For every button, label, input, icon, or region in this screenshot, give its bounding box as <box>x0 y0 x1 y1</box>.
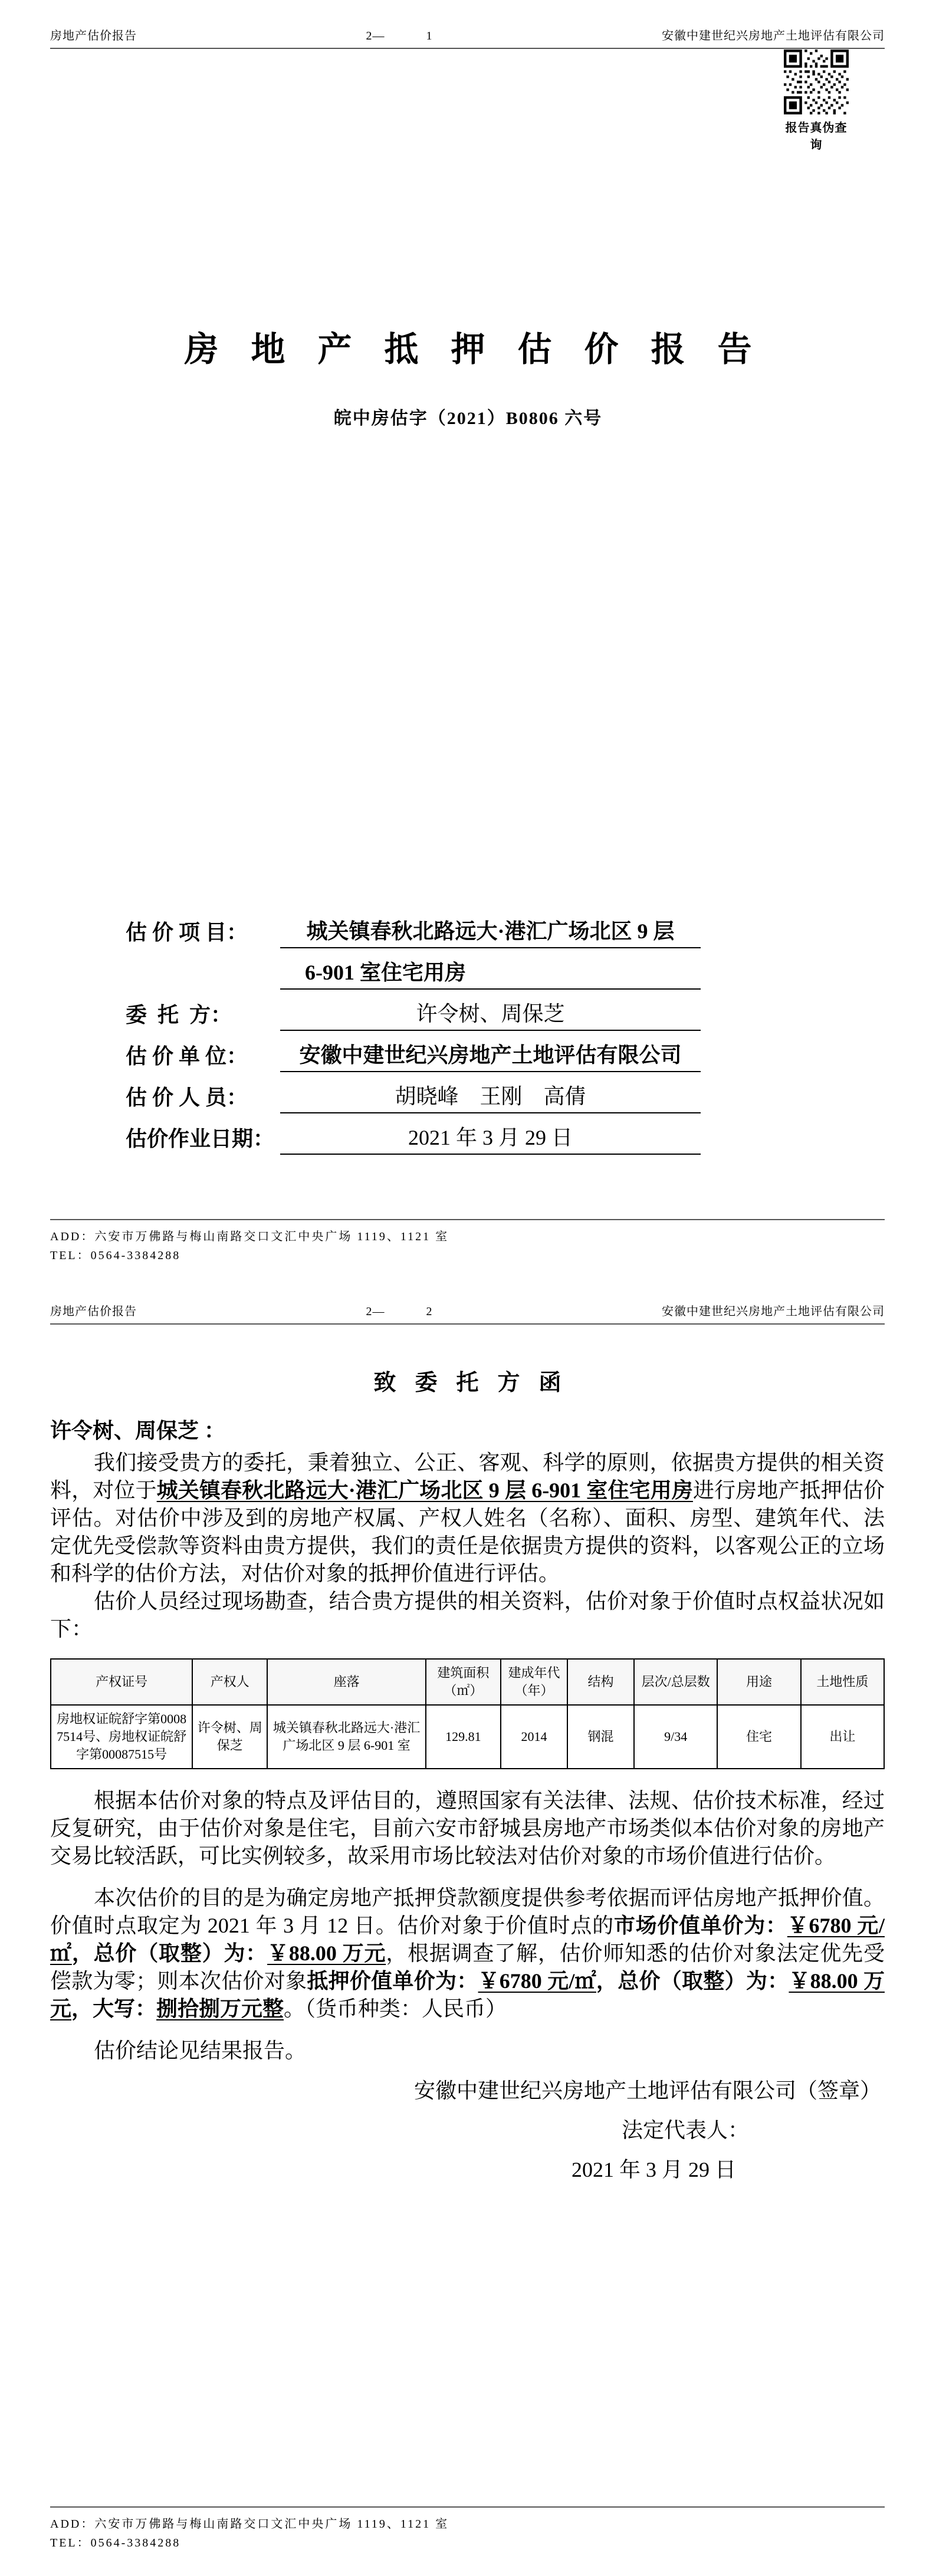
property-table-wrap <box>50 1658 885 1769</box>
form-row-work-date <box>126 1113 701 1155</box>
page-footer <box>50 2506 885 2552</box>
para4-capital-amount: 捌拾捌万元整 <box>156 1997 284 2020</box>
letter-body <box>50 1364 885 2183</box>
para4-capital-label: ，大写： <box>71 1997 157 2020</box>
legal-representative: 法定代表人： <box>621 2118 749 2142</box>
form-label-appraisers: 估 价 人 员： <box>126 1086 248 1109</box>
para1-subject-property: 城关镇春秋北路远大·港汇广场北区 9 层 6-901 室住宅用房 <box>156 1478 693 1502</box>
form-label-project: 估 价 项 目： <box>126 921 248 944</box>
letter-paragraph-1 <box>50 1449 885 1588</box>
form-label-appraisal-firm: 估 价 单 位： <box>126 1044 248 1068</box>
para4-market-total-price: ￥88.00 万元 <box>267 1941 386 1965</box>
table-cell-location: 城关镇春秋北路远大·港汇广场北区 9 层 6-901 室 <box>267 1705 425 1769</box>
table-row <box>51 1705 884 1769</box>
page-header <box>50 1302 885 1325</box>
header-company: 安徽中建世纪兴房地产土地评估有限公司 <box>662 29 885 42</box>
footer-phone: TEL：0564-3384288 <box>50 2536 181 2549</box>
form-value-appraisers: 胡晓峰 王刚 高倩 <box>280 1080 701 1113</box>
table-cell-use: 住宅 <box>717 1705 800 1769</box>
qr-code <box>784 50 849 114</box>
para4-market-unit-price: ￥6780 元/㎡ <box>50 1914 885 1965</box>
page-footer <box>50 1219 885 1265</box>
table-header-cert-no: 产权证号 <box>51 1659 192 1705</box>
signature-company: 安徽中建世纪兴房地产土地评估有限公司（签章） <box>413 2079 881 2102</box>
report-title-text: 房地产抵押估价报告 <box>184 330 784 369</box>
signature-date: 2021 年 3 月 29 日 <box>571 2158 736 2181</box>
header-doc-title: 房地产估价报告 <box>50 1305 137 1318</box>
table-cell-land-nature: 出让 <box>801 1705 884 1769</box>
form-value-work-date: 2021 年 3 月 29 日 <box>280 1121 701 1155</box>
table-header-area: 建筑面积（㎡） <box>426 1659 501 1705</box>
table-cell-floor: 9/34 <box>634 1705 717 1769</box>
cover-form <box>126 907 701 1155</box>
page-current: 1 <box>426 29 433 42</box>
form-row-appraisal-firm <box>126 1031 701 1072</box>
form-label-client: 委 托 方： <box>126 1003 232 1027</box>
para4-mortgage-unit-price: ￥6780 元/㎡ <box>478 1969 596 1993</box>
table-cell-area: 129.81 <box>426 1705 501 1769</box>
header-doc-title: 房地产估价报告 <box>50 29 137 42</box>
para4-text-end: 。（货币种类：人民币） <box>284 1997 507 2020</box>
table-header-floor: 层次/总层数 <box>634 1659 717 1705</box>
footer-address: ADD：六安市万佛路与梅山南路交口文汇中央广场 1119、1121 室 <box>50 1230 449 1243</box>
para4-total-label-1: ，总价（取整）为： <box>71 1941 268 1965</box>
form-value-project-line2: 6-901 室住宅用房 <box>280 956 701 990</box>
table-header-year-built: 建成年代（年） <box>501 1659 567 1705</box>
para4-text-mid: ，根据调查了解，估价师知悉的估价对象法定优先受偿款为零；则本次估价对象 <box>50 1941 885 1993</box>
footer-address: ADD：六安市万佛路与梅山南路交口文汇中央广场 1119、1121 室 <box>50 2518 449 2531</box>
table-header-use: 用途 <box>717 1659 800 1705</box>
para4-mortgage-price-label: 抵押价值单价为： <box>307 1969 478 1993</box>
report-title <box>0 321 936 371</box>
page-header <box>50 26 885 49</box>
form-row-project <box>126 907 701 948</box>
page-total: 2— <box>366 29 385 42</box>
footer-phone: TEL：0564-3384288 <box>50 1249 181 1262</box>
table-cell-owner: 许令树、周保芝 <box>192 1705 267 1769</box>
property-table <box>50 1658 885 1769</box>
letter-title <box>50 1364 885 1397</box>
table-header-location: 座落 <box>267 1659 425 1705</box>
form-value-project-line1: 城关镇春秋北路远大·港汇广场北区 9 层 <box>280 915 701 948</box>
letter-paragraph-2: 估价人员经过现场勘查，结合贵方提供的相关资料，估价对象于价值时点权益状况如下： <box>50 1589 885 1641</box>
page-number <box>366 1305 433 1319</box>
letter-page <box>0 1289 936 2576</box>
table-header-row <box>51 1659 884 1705</box>
para4-market-price-label: 市场价值单价为： <box>613 1914 787 1937</box>
page-current: 2 <box>426 1305 433 1318</box>
page-number <box>366 29 433 43</box>
header-company: 安徽中建世纪兴房地产土地评估有限公司 <box>662 1305 885 1318</box>
form-value-client: 许令树、周保芝 <box>280 997 701 1031</box>
form-label-work-date: 估价作业日期： <box>126 1127 275 1151</box>
para1-text-end: 进行房地产抵押估价评估。对估价中涉及到的房地产权属、产权人姓名（名称）、面积、房型、建筑年代、法定优先受偿款等资料由贵方提供，我们的责任是依据贵方提供的资料，以客观公正的立场和科学的估价方法，对估价对象的抵押价值进行评估。 <box>50 1478 885 1585</box>
form-row-project-cont <box>126 948 701 990</box>
qr-block <box>781 50 852 152</box>
letter-title-text: 致委托方函 <box>373 1371 580 1395</box>
form-row-client <box>126 990 701 1031</box>
salutation: 许令树、周保芝 ： <box>50 1419 226 1443</box>
table-header-owner: 产权人 <box>192 1659 267 1705</box>
qr-caption: 报告真伪查询 <box>785 121 848 152</box>
letter-paragraph-5: 估价结论见结果报告。 <box>94 2039 307 2062</box>
para4-text-start: 本次估价的目的是为确定房地产抵押贷款额度提供参考依据而评估房地产抵押价值。价值时点取定为 2021 年 3 月 12 日。估价对象于价值时点的 <box>50 1886 885 1937</box>
table-header-land-nature: 土地性质 <box>801 1659 884 1705</box>
table-header-structure: 结构 <box>567 1659 634 1705</box>
form-value-appraisal-firm: 安徽中建世纪兴房地产土地评估有限公司 <box>280 1039 701 1072</box>
form-row-appraisers <box>126 1072 701 1113</box>
form-label-spacer <box>126 987 280 990</box>
report-number: 皖中房估字（2021）B0806 六号 <box>333 409 603 428</box>
table-cell-cert-no: 房地权证皖舒字第00087514号、房地权证皖舒字第00087515号 <box>51 1705 192 1769</box>
table-cell-year-built: 2014 <box>501 1705 567 1769</box>
para4-total-label-2: ，总价（取整）为： <box>596 1969 789 1993</box>
para1-text-start: 我们接受贵方的委托，秉着独立、公正、客观、科学的原则，依据贵方提供的相关资料，对位于 <box>50 1451 885 1502</box>
para4-mortgage-total-price: ￥88.00 万元 <box>50 1969 885 2020</box>
table-cell-structure: 钢混 <box>567 1705 634 1769</box>
letter-paragraph-4 <box>50 1884 885 2023</box>
page-total: 2— <box>366 1305 385 1318</box>
letter-paragraph-3: 根据本估价对象的特点及评估目的，遵照国家有关法律、法规、估价技术标准，经过反复研究，由于估价对象是住宅，目前六安市舒城县房地产市场类似本估价对象的房地产交易比较活跃，可比实例较多，故采用市场比较法对估价对象的市场价值进行估价。 <box>50 1789 885 1868</box>
